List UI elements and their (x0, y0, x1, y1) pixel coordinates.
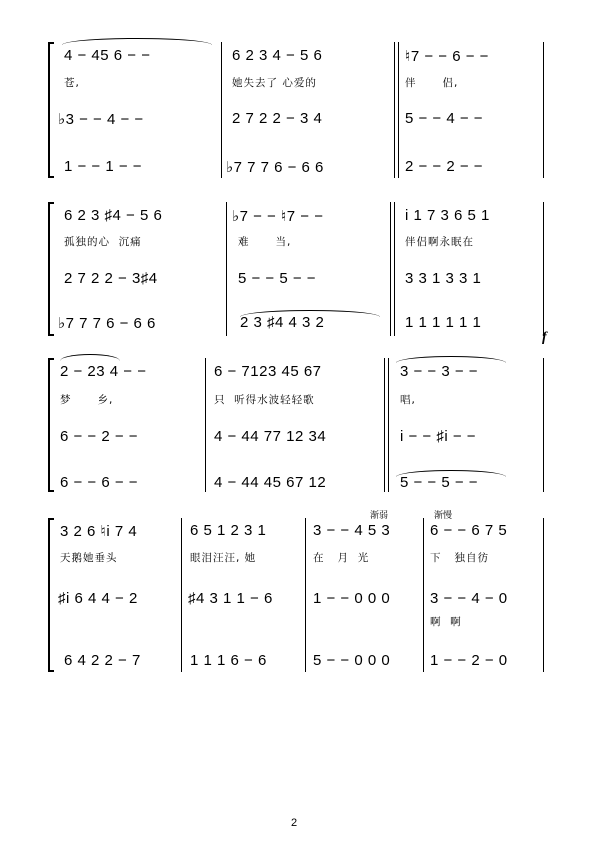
voice3-measure: 2 − − 2 − − (405, 158, 484, 175)
voice1-measure: 4 − 45 6 − − (64, 47, 151, 64)
voice2-measure: ♭3 − − 4 − − (58, 111, 144, 128)
voice2-measure: 3 3 1 3 3 1 (405, 270, 482, 287)
voice2-measure: 1 − − 0 0 0 (313, 590, 391, 607)
voice3-measure: 5 − − 0 0 0 (313, 652, 391, 669)
voice3-measure: ♭7 7 7 6 − 6 6 (58, 315, 156, 332)
voice3-measure: 6 − − 6 − − (60, 474, 139, 491)
voice1-measure: 6 2 3 ♯4 − 5 6 (64, 207, 163, 224)
ritardando-mark: 渐慢 (434, 511, 453, 521)
voice1-measure: 6 − 7123 45 67 (214, 363, 322, 380)
lyric: 伴 侣, (405, 77, 459, 89)
voice2-measure: 5 − − 4 − − (405, 110, 484, 127)
lyric: 只 听得水波轻轻歌 (214, 394, 315, 406)
voice1-measure: 3 − − 3 − − (400, 363, 479, 380)
barline (181, 518, 182, 672)
lyric: 苍, (64, 77, 80, 89)
voice2-measure: ♯i 6 4 4 − 2 (58, 590, 138, 607)
voice1-measure: 2 − 23 4 − − (60, 363, 147, 380)
voice1-measure: 6 5 1 2 3 1 (190, 522, 267, 539)
barline (388, 358, 389, 492)
barline (543, 42, 544, 178)
page-number: 2 (291, 817, 298, 829)
barline (205, 358, 206, 492)
lyric: 啊 啊 (430, 616, 462, 628)
voice3-measure: 1 − − 2 − 0 (430, 652, 508, 669)
voice2-measure: 2 7 2 2 − 3♯4 (64, 270, 158, 287)
barline (226, 202, 227, 336)
voice2-measure: 2 7 2 2 − 3 4 (232, 110, 323, 127)
slur (60, 354, 120, 361)
voice1-measure: 3 2 6 ♮i 7 4 (60, 523, 138, 540)
voice1-measure: 6 2 3 4 − 5 6 (232, 47, 323, 64)
system-bracket (48, 518, 50, 672)
forte-mark: f (542, 330, 547, 345)
voice1-measure: i 1 7 3 6 5 1 (405, 207, 490, 224)
voice3-measure: 1 1 1 1 1 1 (405, 314, 482, 331)
lyric: 梦 乡, (60, 394, 114, 406)
lyric: 唱, (400, 394, 416, 406)
voice3-measure: 5 − − 5 − − (400, 474, 479, 491)
voice2-measure: ♯4 3 1 1 − 6 (188, 590, 273, 607)
barline (398, 42, 399, 178)
barline (394, 202, 395, 336)
lyric: 下 独自彷 (430, 552, 490, 564)
voice3-measure: 1 − − 1 − − (64, 158, 143, 175)
voice1-measure: 3 − − 4 5 3 (313, 522, 391, 539)
barline (394, 42, 395, 178)
voice3-measure: 6 4 2 2 − 7 (64, 652, 141, 669)
barline (543, 358, 544, 492)
barline (221, 42, 222, 178)
lyric: 她失去了 心爱的 (232, 77, 317, 89)
voice1-measure: 6 − − 6 7 5 (430, 522, 508, 539)
lyric: 眼泪汪汪, 她 (190, 552, 257, 564)
voice2-measure: 5 − − 5 − − (238, 270, 317, 287)
voice2-measure: 3 − − 4 − 0 (430, 590, 508, 607)
diminuendo-mark: 渐弱 (370, 511, 389, 521)
voice2-measure: 4 − 44 77 12 34 (214, 428, 327, 445)
lyric: 难 当, (238, 236, 292, 248)
voice1-measure: ♭7 − − ♮7 − − (232, 208, 324, 225)
barline (305, 518, 306, 672)
barline (543, 202, 544, 336)
lyric: 天鹅她垂头 (60, 552, 118, 564)
barline (390, 202, 391, 336)
slur (396, 356, 506, 363)
voice3-measure: ♭7 7 7 6 − 6 6 (226, 159, 324, 176)
voice3-measure: 4 − 44 45 67 12 (214, 474, 327, 491)
lyric: 伴侣啊永眠在 (405, 236, 474, 248)
slur (62, 38, 212, 45)
lyric: 孤独的心 沉痛 (64, 236, 142, 248)
voice2-measure: i − − ♯i − − (400, 428, 477, 445)
voice2-measure: 6 − − 2 − − (60, 428, 139, 445)
system-bracket (48, 358, 50, 492)
barline (543, 518, 544, 672)
voice3-measure: 2 3 ♯4 4 3 2 (240, 314, 325, 331)
voice3-measure: 1 1 1 6 − 6 (190, 652, 267, 669)
voice1-measure: ♮7 − − 6 − − (405, 48, 489, 65)
barline (384, 358, 385, 492)
system-bracket (48, 202, 50, 336)
barline (423, 518, 424, 672)
system-bracket (48, 42, 50, 178)
lyric: 在 月 光 (313, 552, 370, 564)
